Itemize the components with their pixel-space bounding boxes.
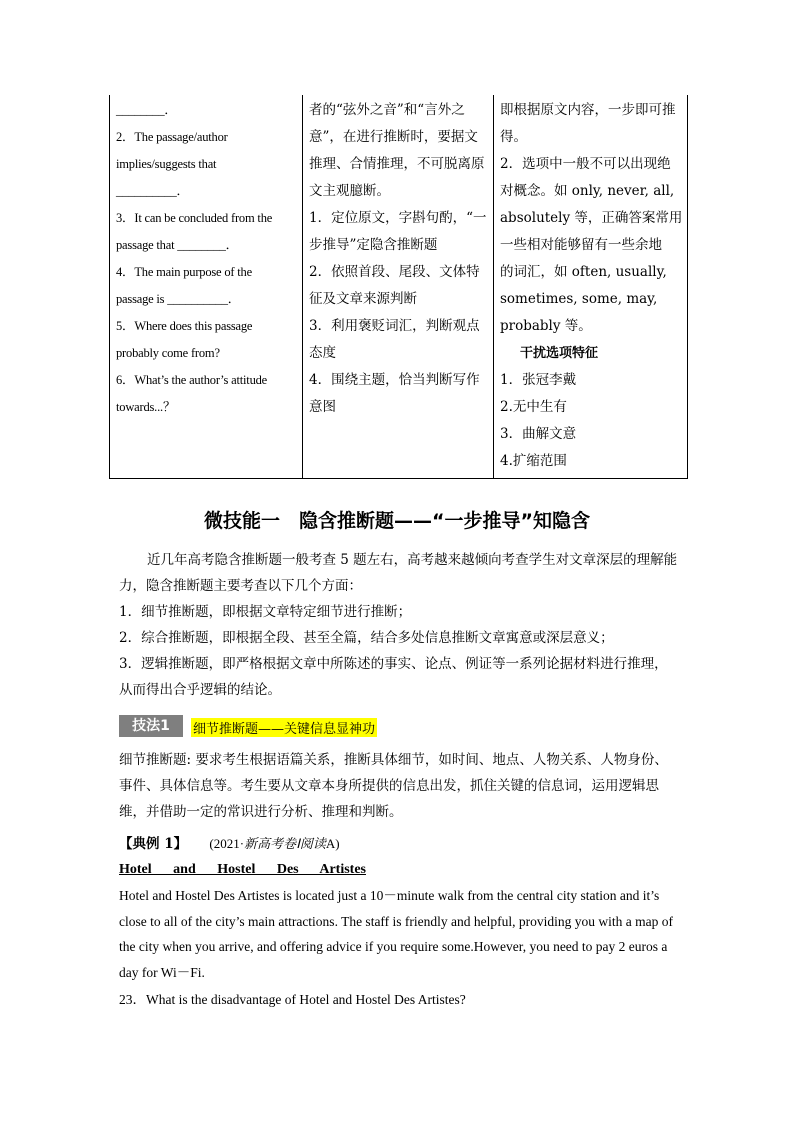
example-source: (2021·新高考卷Ⅰ阅读A) [209,836,340,851]
cell-line: 2．The passage/author [116,130,228,144]
distractor-heading: 干扰选项特征 [520,346,599,361]
technique-title: 细节推断题——关键信息显神功 [191,718,377,737]
table-cell-strategies [303,95,494,479]
inference-type-list [119,599,679,703]
table-cell-question-forms [110,95,303,479]
list-item: 3．逻辑推断题，即严格根据文章中所陈述的事实、论点、例证等一系列论据材料进行推理，从而得出合乎逻辑的结论。 [119,656,668,698]
table-cell-answer-features [494,95,688,479]
list-item: 2．综合推断题，即根据全段、甚至全篇，结合多处信息推断文章寓意或深层意义； [119,630,614,646]
cell-line: 对概念。如 only, never, all, [500,183,675,199]
table-row [110,95,688,479]
cell-line: 3．It can be concluded from the [116,211,273,225]
detail-inference-paragraph: 细节推断题: 要求考生根据语篇关系，推断具体细节，如时间、地点、人物关系、人物身份、事件、具体信息等。考生要从文章本身所提供的信息出发，抓住关键的信息词，运用逻辑思维，并借助一定的常识进行分析、推理和判断。 [119,752,668,820]
cell-line: passage is __________． [116,292,241,306]
cell-line: 2.无中生有 [500,399,567,415]
cell-line: passage that ________． [116,238,238,252]
cell-line: 1．张冠李戴 [500,372,577,388]
cell-line: 步推导”定隐含推断题 [309,237,438,253]
cell-line: 3．曲解文意 [500,426,577,442]
list-item: 1．细节推断题，即根据文章特定细节进行推断； [119,604,412,620]
section-title: 微技能一 隐含推断题——“一步推导”知隐含 [204,510,590,532]
cell-line: probably come from? [116,346,220,360]
cell-line: 者的“弦外之音”和“言外之 [309,102,465,118]
cell-line: 态度 [309,345,336,361]
cell-line: 1．定位原文，字斟句酌，“一 [309,210,487,226]
cell-line: 4．围绕主题，恰当判断写作 [309,372,480,388]
technique-badge: 技法1 [119,715,183,737]
cell-line: absolutely 等，正确答案常用 [500,210,683,226]
cell-line: 即根据原文内容，一步即可推 [500,102,676,118]
cell-line: 一些相对能够留有一些余地 [500,237,662,253]
cell-line: probably 等。 [500,318,592,334]
cell-line: towards...？ [116,400,176,414]
cell-line: ________． [116,103,177,117]
cell-line: 征及文章来源判断 [309,291,417,307]
passage-text: Hotel and Hostel Des Artistes is located just a 10－minute walk from the central city station and it’s close to all of the city’s main attractions. The staff is friendly and helpful, providing you with a map of the city when you arrive, and offering advice if you require some.However, you need to pay 2 euros a day for Wi－Fi. [119,888,674,980]
cell-line: implies/suggests that [116,157,217,171]
cell-line: 的词汇，如 often, usually, [500,264,667,280]
cell-line: 6．What’s the author’s attitude [116,373,268,387]
cell-line: 意”，在进行推断时，要据文 [309,129,478,145]
passage-title: Hotel and Hostel Des Artistes [119,862,366,877]
cell-line: sometimes, some, may, [500,291,658,307]
question-23: 23．What is the disadvantage of Hotel and Hostel Des Artistes? [119,992,466,1007]
cell-line: 推理、合情推理，不可脱离原 [309,156,485,172]
cell-line: 4．The main purpose of the [116,265,252,279]
example-number: 【典例 1】 [119,836,188,852]
cell-line: 得。 [500,129,527,145]
cell-line: 4.扩缩范围 [500,453,567,469]
cell-line: 5．Where does this passage [116,319,253,333]
cell-line: 2．选项中一般不可以出现绝 [500,156,671,172]
cell-line: 3．利用褒贬词汇，判断观点 [309,318,480,334]
intro-paragraph: 近几年高考隐含推断题一般考查 5 题左右，高考越来越倾向考查学生对文章深层的理解能力，隐含推断题主要考查以下几个方面： [119,552,678,594]
example-label [119,832,340,852]
cell-line: 意图 [309,399,336,415]
cell-line: 2．依照首段、尾段、文体特 [309,264,480,280]
cell-line: __________． [116,184,189,198]
cell-line: 文主观臆断。 [309,183,390,199]
question-type-table [109,95,688,479]
